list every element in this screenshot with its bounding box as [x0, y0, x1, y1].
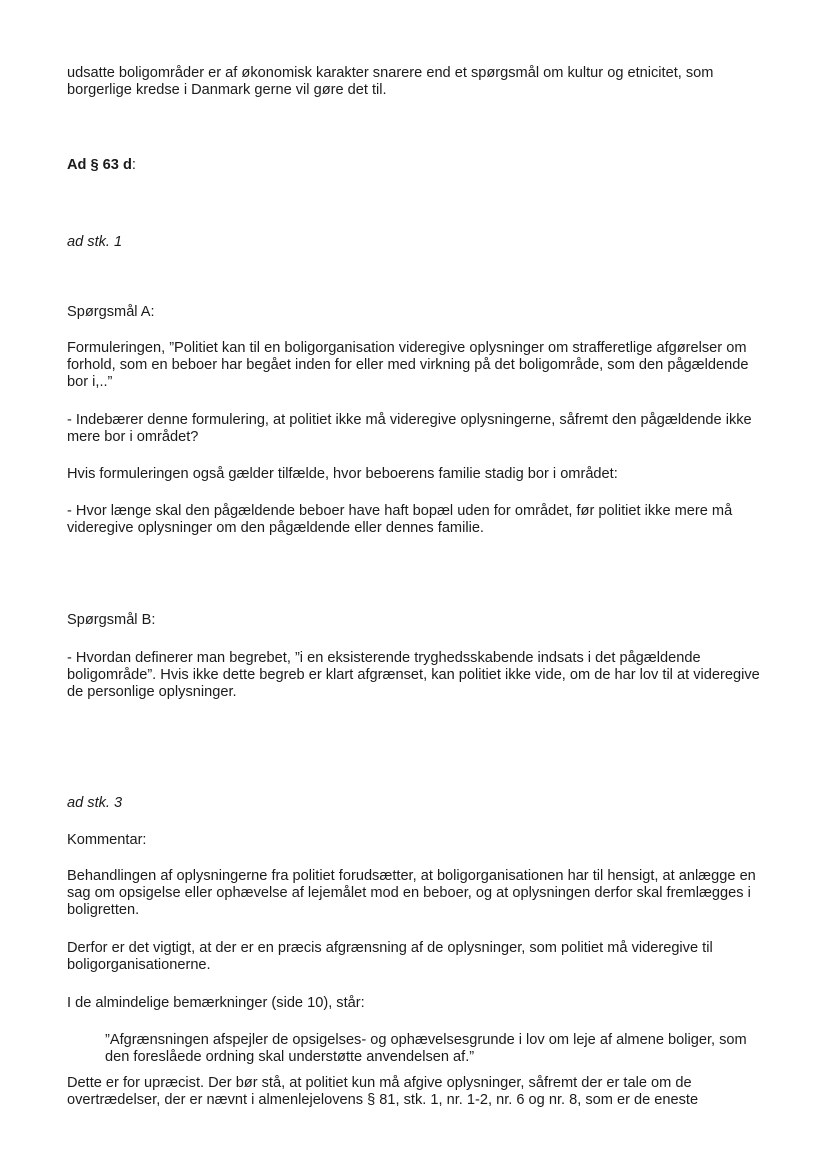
section-heading [67, 157, 767, 174]
question-b-paragraph: - Hvordan definerer man begrebet, ”i en eksisterende tryghedsskabende indsats i det pågældende boligområde”. Hvis ikke dette begreb er klart afgrænset, kan politiet ikke vide, om de har lov til at videregive de personlige oplysninger. [67, 650, 760, 700]
question-a-label: Spørgsmål A: [67, 304, 155, 320]
question-a-quote-paragraph: Formuleringen, ”Politiet kan til en boligorganisation videregive oplysninger om strafferetlige afgørelser om forhold, som en beboer har begået inden for eller med virkning på det boligområde, som den pågældende bor i,..” [67, 340, 749, 390]
comment-paragraph-1: Behandlingen af oplysningerne fra politiet forudsætter, at boligorganisationen har til hensigt, at anlægge en sag om opsigelse eller ophævelse af lejemålet mod en beboer, og at oplysningen derfor skal fremlægges i boligretten. [67, 868, 756, 918]
comment-paragraph-2: Derfor er det vigtigt, at der er en præcis afgrænsning af de oplysninger, som politiet må videregive til boligorganisationerne. [67, 940, 713, 973]
subsection-stk3: ad stk. 3 [67, 795, 123, 811]
intro-paragraph: udsatte boligområder er af økonomisk karakter snarere end et spørgsmål om kultur og etnicitet, som borgerlige kredse i Danmark gerne vil gøre det til. [67, 65, 714, 98]
comment-label: Kommentar: [67, 832, 147, 848]
question-a-point-2: - Hvor længe skal den pågældende beboer have haft bopæl uden for området, før politiet ikke mere må videregive oplysninger om den pågældende eller dennes familie. [67, 503, 733, 536]
comment-paragraph-3: I de almindelige bemærkninger (side 10), står: [67, 995, 365, 1011]
question-a-condition: Hvis formuleringen også gælder tilfælde, hvor beboerens familie stadig bor i området: [67, 466, 618, 482]
question-a-point-1: - Indebærer denne formulering, at politiet ikke må videregive oplysningerne, såfremt den pågældende ikke mere bor i området? [67, 412, 752, 445]
comment-paragraph-4: Dette er for upræcist. Der bør stå, at politiet kun må afgive oplysninger, såfremt der er tale om de overtrædelser, der er nævnt i almenlejelovens § 81, stk. 1, nr. 1-2, nr. 6 og nr. 8, som er de eneste [67, 1075, 699, 1108]
question-b-label: Spørgsmål B: [67, 612, 156, 628]
block-quote: ”Afgrænsningen afspejler de opsigelses- og ophævelsesgrunde i lov om leje af almene boliger, som den foreslåede ordning skal understøtte anvendelsen af.” [105, 1032, 747, 1065]
section-heading-text: Ad § 63 d [67, 157, 132, 173]
section-heading-colon: : [131, 157, 136, 173]
subsection-stk1: ad stk. 1 [67, 234, 123, 250]
